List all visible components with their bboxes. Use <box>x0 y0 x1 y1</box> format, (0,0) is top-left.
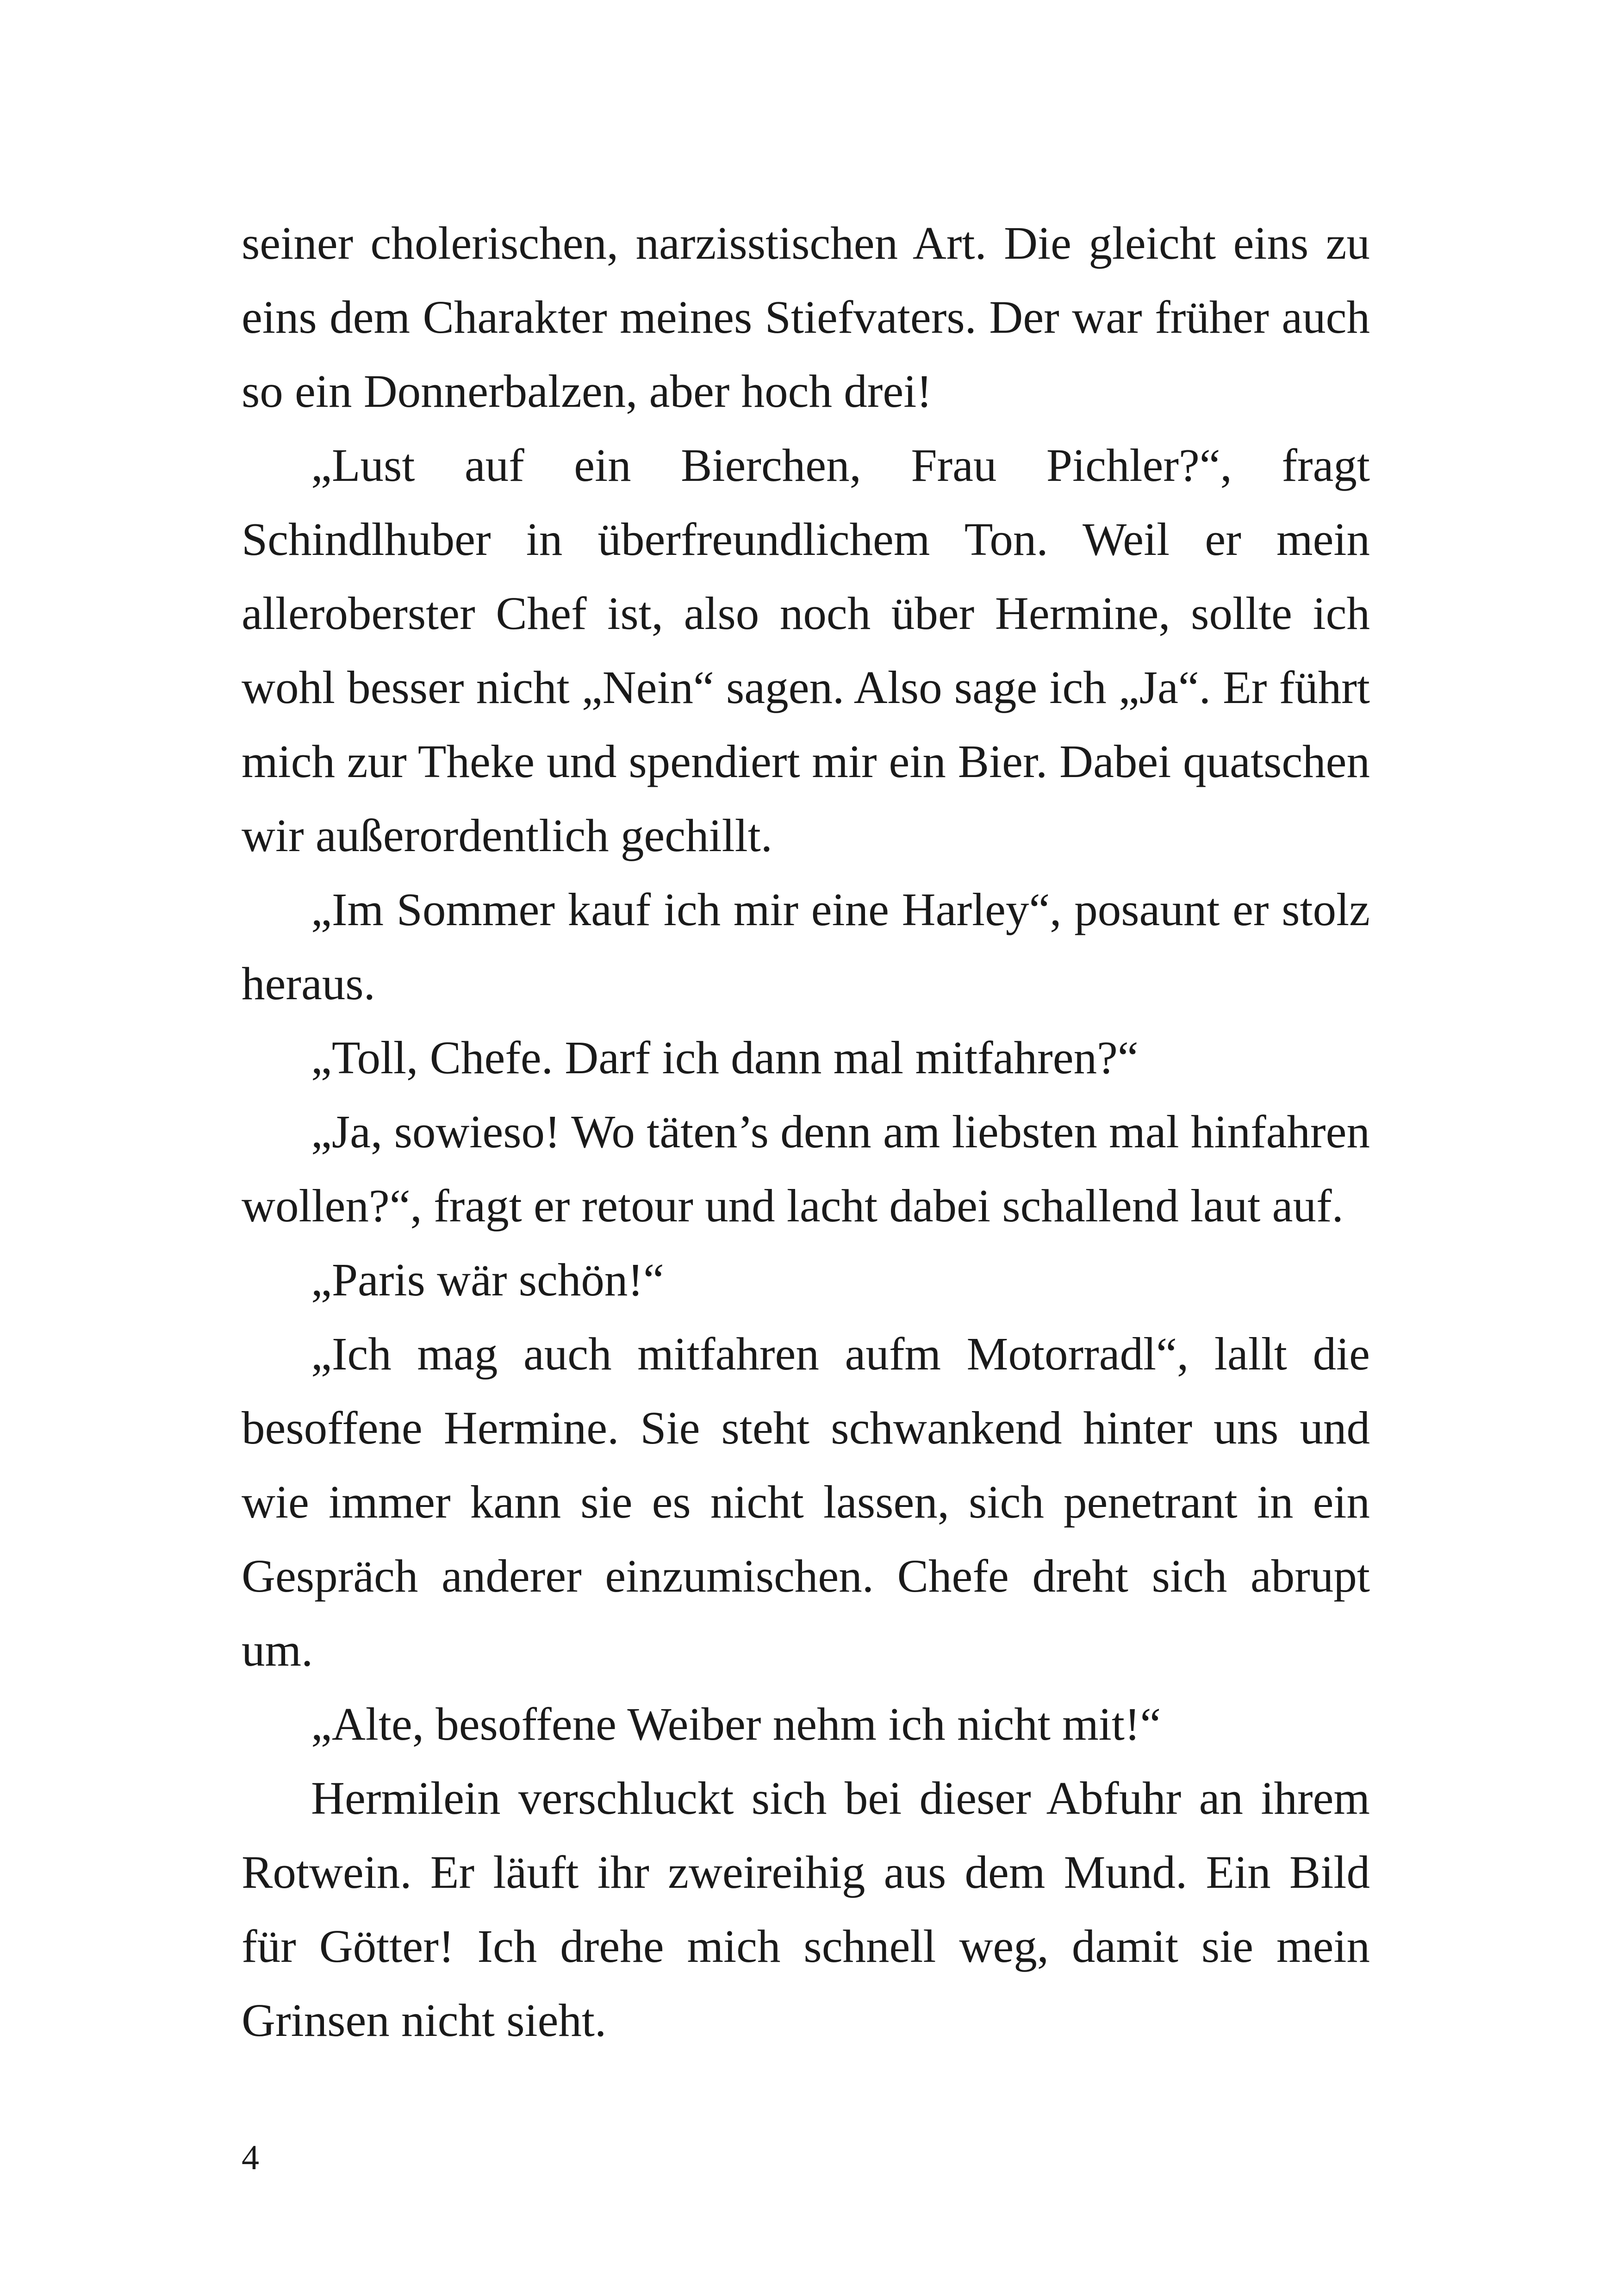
paragraph: „Ja, sowieso! Wo täten’s denn am liebsten mal hinfahren wollen?“, fragt er retour und lacht dabei schallend laut auf. <box>242 1106 1370 1232</box>
paragraph: „Lust auf ein Bierchen, Frau Pichler?“, fragt Schindlhuber in überfreundlichem Ton. Weil er mein alleroberster Chef ist, also noch über Hermine, sollte ich wohl besser nicht „Nein“ sagen. Also sage ich „Ja“. Er führt mich zur Theke und spendiert mir ein Bier. Dabei quatschen wir außerordentlich gechillt. <box>242 439 1370 861</box>
paragraph: „Paris wär schön!“ <box>311 1254 664 1306</box>
paragraph: „Im Sommer kauf ich mir eine Harley“, posaunt er stolz heraus. <box>242 884 1370 1009</box>
paragraph: „Toll, Chefe. Darf ich dann mal mitfahren?“ <box>311 1032 1139 1083</box>
page-number: 4 <box>242 2138 259 2177</box>
paragraph: „Alte, besoffene Weiber nehm ich nicht mit!“ <box>311 1698 1161 1750</box>
paragraph: Hermilein verschluckt sich bei dieser Abfuhr an ihrem Rotwein. Er läuft ihr zweireihig aus dem Mund. Ein Bild für Götter! Ich drehe mich schnell weg, damit sie mein Grinsen nicht sieht. <box>242 1772 1370 2046</box>
paragraph: seiner cholerischen, narzisstischen Art. Die gleicht eins zu eins dem Charakter meines Stiefvaters. Der war früher auch so ein Donnerbalzen, aber hoch drei! <box>242 217 1370 417</box>
paragraph: „Ich mag auch mitfahren aufm Motorradl“, lallt die besoffene Hermine. Sie steht schwankend hinter uns und wie immer kann sie es nicht lassen, sich penetrant in ein Gespräch anderer einzumischen. Chefe dreht sich abrupt um. <box>242 1328 1370 1676</box>
body-text <box>242 206 1370 2057</box>
